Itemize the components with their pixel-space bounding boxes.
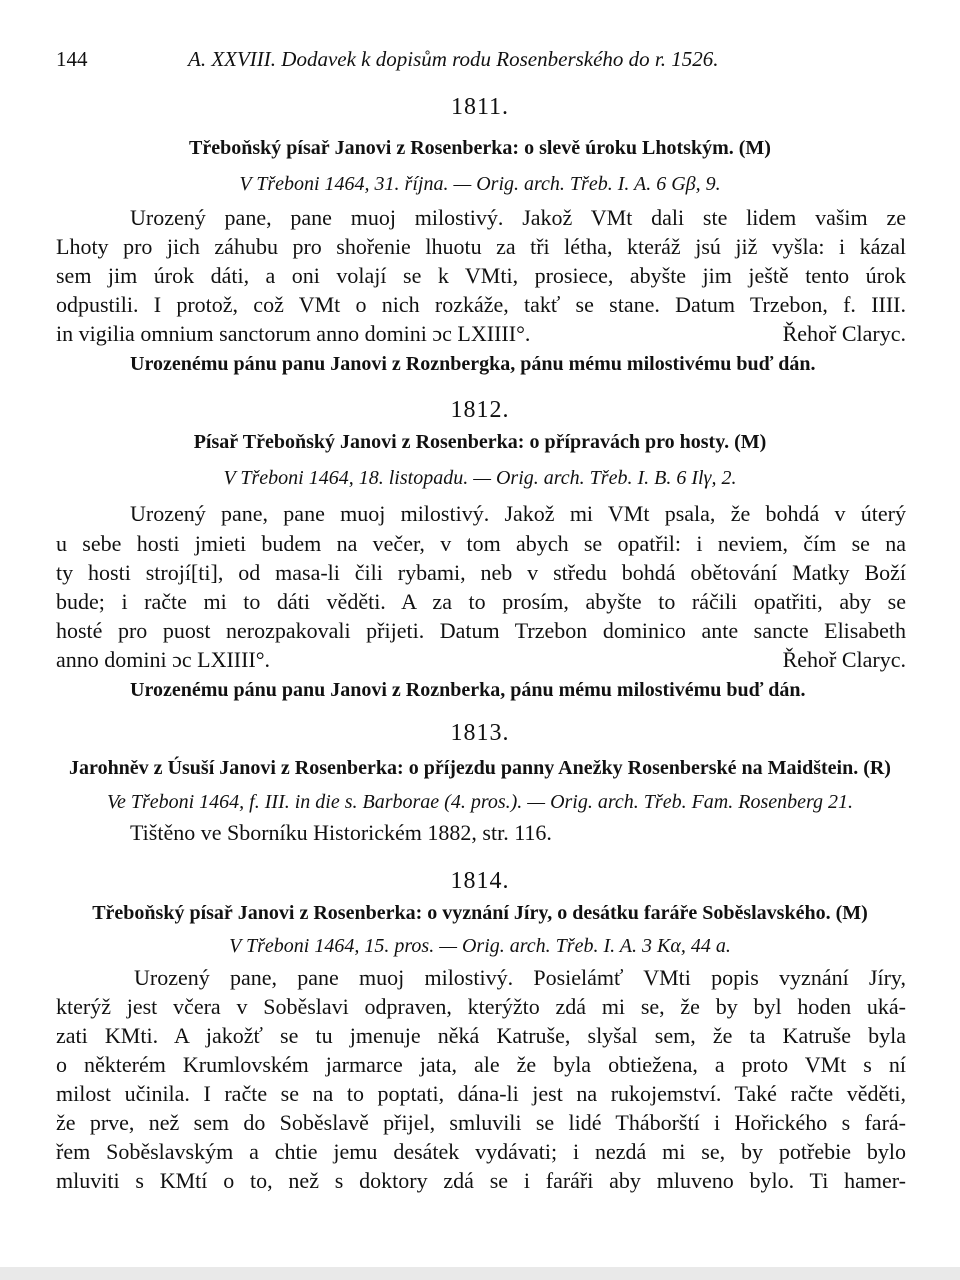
entry-source: V Třeboni 1464, 31. října. — Orig. arch. Třeb. I. A. 6 Gβ, 9. bbox=[239, 173, 721, 195]
text-line: Urozený pane, pane muoj milostivý. Jakož VMt dali ste lidem vašim ze bbox=[130, 205, 906, 230]
text-line: milost učinila. I račte se na to poptati, dána-li jest na rukojemství. Také račte věděti, bbox=[56, 1081, 906, 1106]
entry-number: 1812. bbox=[450, 397, 510, 423]
text-line: řem Soběslavským a chtie jemu desátek vydávati; i nezdá mi se, by potřebie bylo bbox=[56, 1139, 906, 1164]
signature: Řehoř Claryc. bbox=[782, 321, 906, 346]
text-line: in vigilia omnium sanctorum anno domini ɔc LXIIII°. bbox=[56, 321, 531, 346]
text-line: ty hosti strojí[ti], od masa-li čili rybami, neb v středu bohdá obětování Matky Boží bbox=[56, 560, 906, 585]
address-line: Urozenému pánu panu Janovi z Roznberka, pánu mému milostivému buď dán. bbox=[130, 679, 806, 701]
text-line-with-signature bbox=[56, 645, 906, 674]
text-line: Urozený pane, pane muoj milostivý. Posielámť VMti popis vyznání Jíry, bbox=[134, 965, 906, 990]
page-bottom-edge bbox=[0, 1267, 960, 1280]
entry-number: 1814. bbox=[450, 868, 510, 894]
signature: Řehoř Claryc. bbox=[782, 647, 906, 672]
entry-regest: Písař Třeboňský Janovi z Rosenberka: o přípravách pro hosty. (M) bbox=[193, 431, 767, 453]
entry-regest: Třeboňský písař Janovi z Rosenberka: o vyznání Jíry, o desátku faráře Soběslavského. (M) bbox=[92, 902, 868, 924]
text-line: Lhoty pro jich záhubu pro shořenie lhuotu za tři létha, kteráž jsú již vyšla: i kázal bbox=[56, 234, 906, 259]
text-line-with-signature bbox=[56, 319, 906, 348]
text-line: kterýž jest včera v Soběslavi odpraven, kterýžto zdá mi se, že by byl hoden uká- bbox=[56, 994, 906, 1019]
text-line: hosté pro puost nerozpakovali přijeti. Datum Trzebon dominico ante sancte Elisabeth bbox=[56, 618, 906, 643]
entry-source: Ve Třeboni 1464, f. III. in die s. Barborae (4. pros.). — Orig. arch. Třeb. Fam. Rosenberg 21. bbox=[106, 791, 854, 813]
text-line: bude; i račte mi to dáti věděti. A za to prosím, abyšte to ráčili opatřiti, aby se bbox=[56, 589, 906, 614]
text-line: zati KMti. A jakožť se tu jmenuje něká Katruše, slyšal sem, že ta Katruše byla bbox=[56, 1023, 906, 1048]
text-line: u sebe hosti jmieti budem na večer, v tom abych se opatřil: i neviem, čím se na bbox=[56, 531, 906, 556]
text-line: sem jim úrok dáti, a oni volají se k VMti, prosiece, abyšte jim ještě tento úrok bbox=[56, 263, 906, 288]
entry-number: 1813. bbox=[450, 720, 510, 746]
entry-source: V Třeboni 1464, 18. listopadu. — Orig. arch. Třeb. I. B. 6 Ilγ, 2. bbox=[223, 467, 737, 489]
entry-number: 1811. bbox=[450, 94, 510, 120]
text-line: Urozený pane, pane muoj milostivý. Jakož mi VMt psala, že bohdá v úterý bbox=[130, 501, 906, 526]
address-line: Urozenému pánu panu Janovi z Roznbergka, pánu mému milostivému buď dán. bbox=[130, 353, 816, 375]
print-note: Tištěno ve Sborníku Historickém 1882, str. 116. bbox=[130, 820, 552, 845]
text-line: že prve, než sem do Soběslavě přijel, smluvili se lidé Tháborští i Hořického s fará- bbox=[56, 1110, 906, 1135]
text-line: odpustili. I protož, což VMt o nich rozkáže, takť se stane. Datum Trzebon, f. IIII. bbox=[56, 292, 906, 317]
page-number: 144 bbox=[56, 47, 88, 71]
entry-regest: Třeboňský písař Janovi z Rosenberka: o slevě úroku Lhotským. (M) bbox=[189, 137, 771, 159]
text-line: o některém Krumlovském jarmarce jata, ale že byla obtiežena, a proto VMt s ní bbox=[56, 1052, 906, 1077]
running-title: A. XXVIII. Dodavek k dopisům rodu Rosenberského do r. 1526. bbox=[188, 47, 719, 71]
entry-regest: Jarohněv z Úsuší Janovi z Rosenberka: o příjezdu panny Anežky Rosenberské na Maidštein. (R) bbox=[69, 757, 891, 779]
text-line: anno domini ɔc LXIIII°. bbox=[56, 647, 271, 672]
entry-source: V Třeboni 1464, 15. pros. — Orig. arch. Třeb. I. A. 3 Kα, 44 a. bbox=[229, 935, 731, 957]
text-line: mluviti s KMtí o to, než s doktory zdá se i faráři aby mluveno bylo. Ti hamer- bbox=[56, 1168, 906, 1193]
